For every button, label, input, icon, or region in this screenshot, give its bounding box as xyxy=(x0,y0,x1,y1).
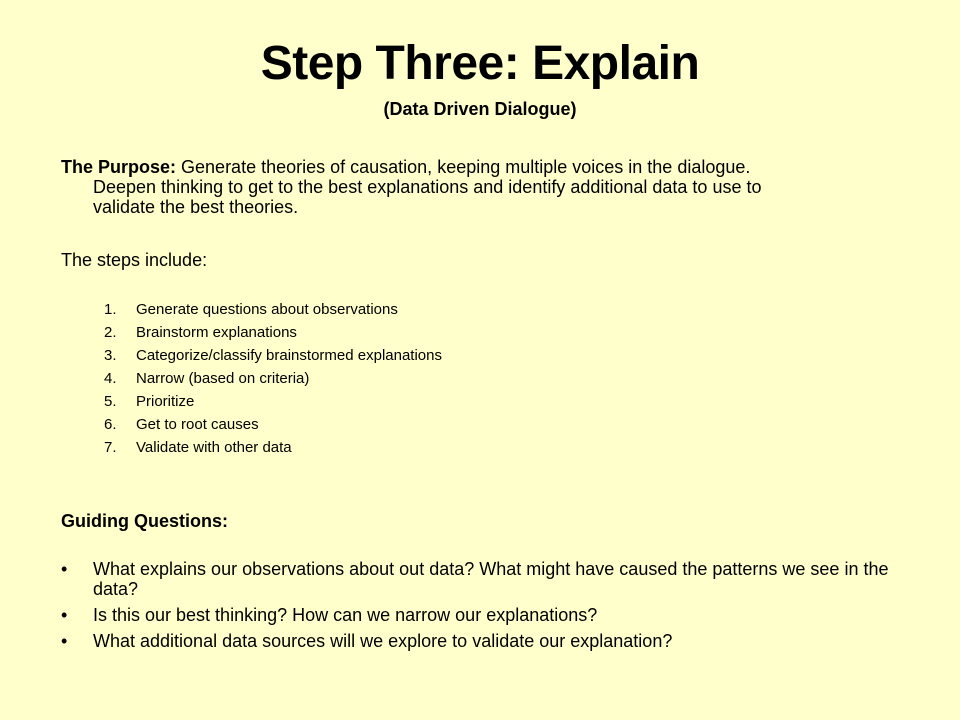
bullet-icon: • xyxy=(61,631,68,651)
slide-subtitle: (Data Driven Dialogue) xyxy=(383,99,577,119)
steps-intro: The steps include: xyxy=(61,250,208,270)
step-item xyxy=(104,321,442,344)
bullet-icon: • xyxy=(61,559,68,579)
step-number: 7. xyxy=(104,439,117,456)
step-number: 4. xyxy=(104,370,117,387)
step-number: 5. xyxy=(104,393,117,410)
question-text: Is this our best thinking? How can we narrow our explanations? xyxy=(93,605,598,625)
step-text: Generate questions about observations xyxy=(136,301,398,318)
guiding-questions-heading: Guiding Questions: xyxy=(61,511,228,531)
purpose-text-1: Generate theories of causation, keeping multiple voices in the dialogue. xyxy=(181,157,751,177)
step-text: Categorize/classify brainstormed explanations xyxy=(136,347,442,364)
steps-list xyxy=(104,298,442,459)
step-number: 3. xyxy=(104,347,117,364)
purpose-text-3: validate the best theories. xyxy=(93,197,299,217)
purpose-label: The Purpose: xyxy=(61,157,177,177)
purpose-paragraph xyxy=(61,157,911,217)
slide-title: Step Three: Explain xyxy=(260,37,700,90)
step-item xyxy=(104,436,442,459)
question-text: What additional data sources will we explore to validate our explanation? xyxy=(93,631,673,651)
question-text: What explains our observations about out data? What might have caused the patterns we see in the data? xyxy=(93,559,889,599)
step-number: 6. xyxy=(104,416,117,433)
question-item xyxy=(61,631,921,651)
step-text: Narrow (based on criteria) xyxy=(136,370,310,387)
step-item xyxy=(104,413,442,436)
step-text: Brainstorm explanations xyxy=(136,324,297,341)
step-number: 1. xyxy=(104,301,117,318)
step-item xyxy=(104,344,442,367)
step-item xyxy=(104,390,442,413)
purpose-text-2: Deepen thinking to get to the best explanations and identify additional data to use to xyxy=(93,177,762,197)
bullet-icon: • xyxy=(61,605,68,625)
question-item xyxy=(61,605,921,625)
step-text: Prioritize xyxy=(136,393,195,410)
step-text: Get to root causes xyxy=(136,416,259,433)
step-number: 2. xyxy=(104,324,117,341)
purpose-line-1 xyxy=(61,157,911,177)
step-item xyxy=(104,298,442,321)
question-item xyxy=(61,559,921,599)
step-item xyxy=(104,367,442,390)
guiding-questions-list xyxy=(61,559,921,657)
step-text: Validate with other data xyxy=(136,439,292,456)
